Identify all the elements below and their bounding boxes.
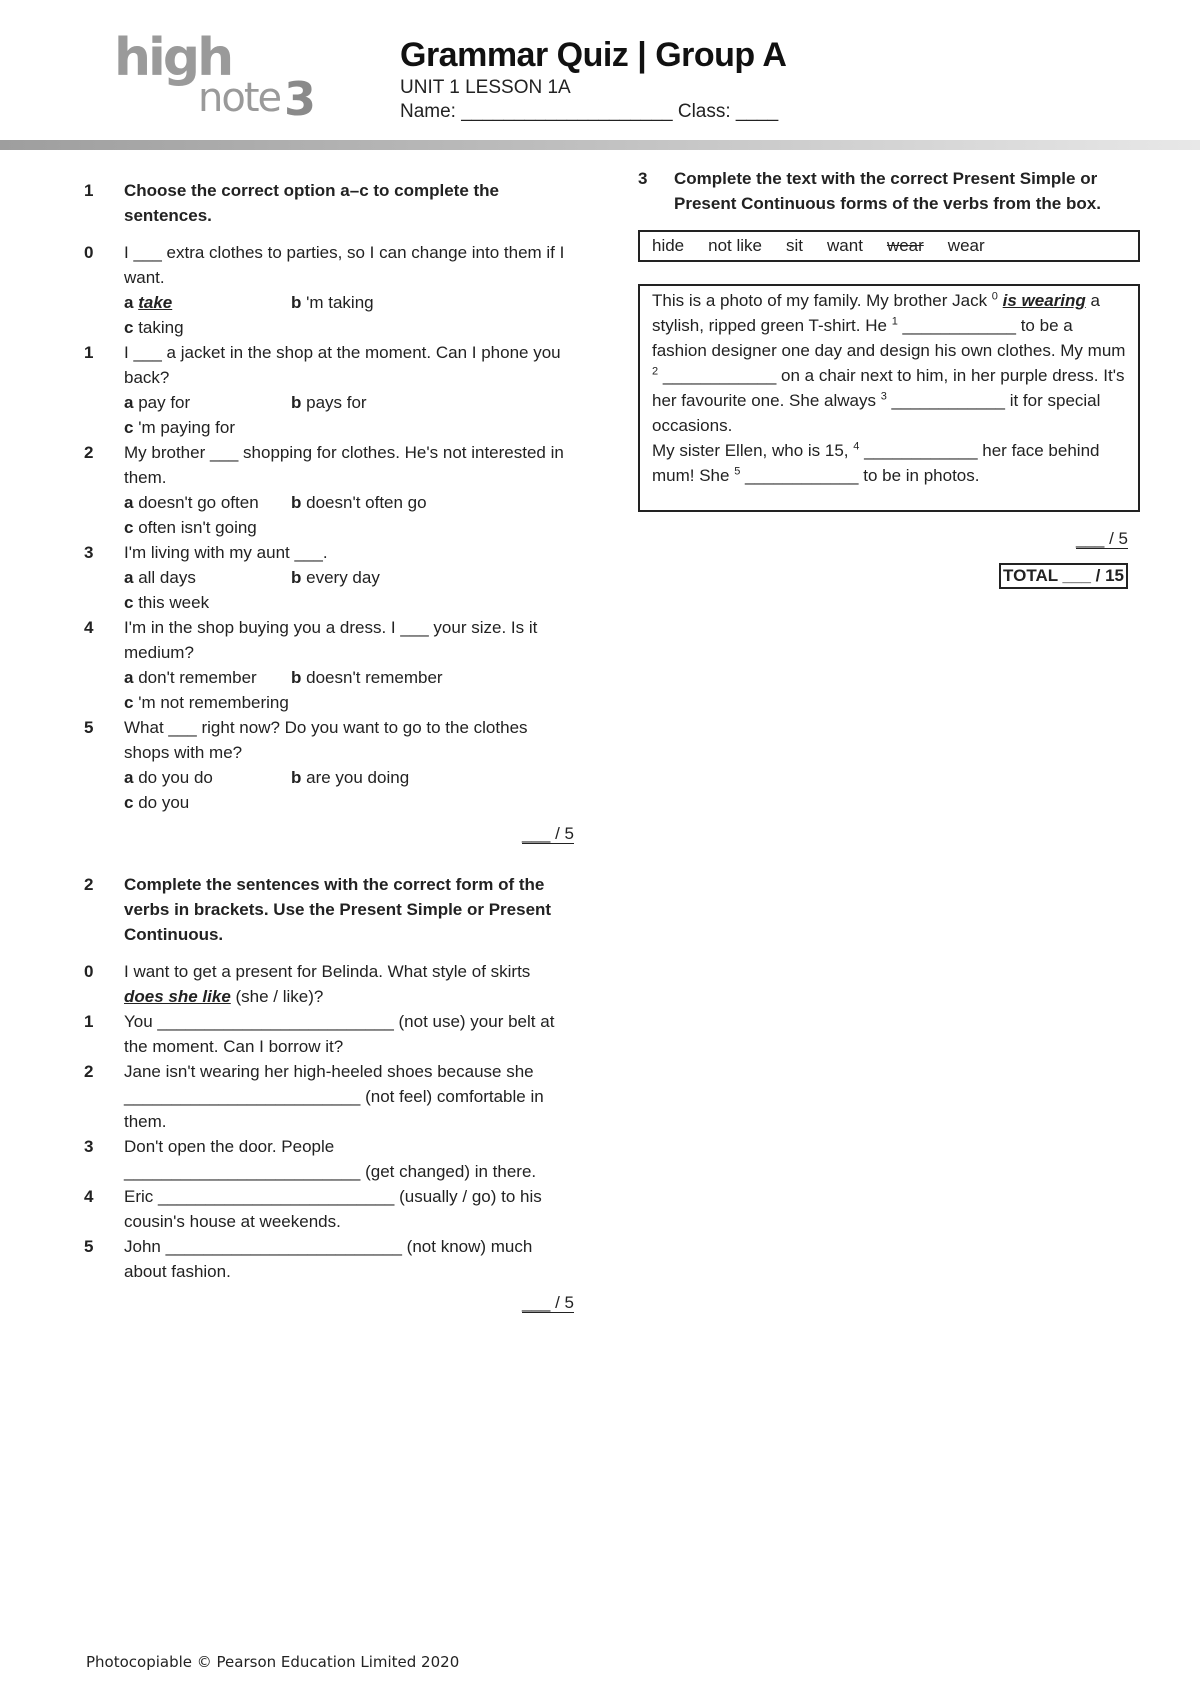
word-box-item: hide xyxy=(652,236,685,255)
question-item xyxy=(84,1234,574,1284)
unit-lesson: UNIT 1 LESSON 1A xyxy=(400,77,571,98)
exercise-1-heading xyxy=(84,178,574,228)
option-b: b 'm taking xyxy=(291,293,374,312)
question-item xyxy=(84,240,574,340)
total-score-wrap xyxy=(638,563,1140,589)
question-number: 1 xyxy=(84,1012,94,1031)
right-column xyxy=(638,166,1140,589)
page-title: Grammar Quiz | Group A xyxy=(400,36,787,74)
word-box-item: want xyxy=(827,236,863,255)
exercise-2-score: ___ / 5 xyxy=(522,1293,574,1312)
question-number: 4 xyxy=(84,1187,94,1206)
question-item xyxy=(84,440,574,540)
question-text: John _________________________ (not know) much about fashion. xyxy=(124,1237,533,1281)
option-c: c taking xyxy=(124,318,184,337)
example-answer: is wearing xyxy=(1002,291,1086,310)
question-item xyxy=(84,959,574,1009)
option-a: a all days xyxy=(124,568,196,587)
exercise-number: 1 xyxy=(84,181,94,200)
option-c: c 'm not remembering xyxy=(124,693,289,712)
exercise-3-heading xyxy=(638,166,1140,216)
word-box-item: wear xyxy=(947,236,985,255)
option-a: a pay for xyxy=(124,393,191,412)
example-answer: take xyxy=(138,293,173,312)
question-text: What ___ right now? Do you want to go to the clothes shops with me? xyxy=(124,718,528,762)
gap-fill-text: This is a photo of my family. My brother Jack $^0$ is wearing a stylish, ripped green T-shirt. He $^1$ ____________ to be a fashion designer one day and design his own clothes. My mum $^2$ ____________ on a chair next to him, in her purple dress. It's her favourite one. She always $^3$ ____________ it for special occasions. My sister Ellen, who is 15, $^4$ ____________ her face behind mum! She $^5$ ____________ to be in photos. xyxy=(638,284,1140,512)
question-number: 4 xyxy=(84,618,94,637)
option-c: c often isn't going xyxy=(124,518,257,537)
highnote-logo xyxy=(114,28,324,130)
exercise-3-score: ___ / 5 xyxy=(1076,529,1128,548)
question-text: I'm in the shop buying you a dress. I ___ your size. Is it medium? xyxy=(124,618,538,662)
question-item xyxy=(84,1184,574,1234)
word-box xyxy=(638,230,1140,262)
question-item xyxy=(84,1134,574,1184)
exercise-number: 3 xyxy=(638,169,648,188)
header-divider xyxy=(0,140,1200,150)
question-text: I ___ a jacket in the shop at the moment. Can I phone you back? xyxy=(124,343,561,387)
option-a: a don't remember xyxy=(124,668,257,687)
exercise-instruction: Complete the text with the correct Present Simple or Present Continuous forms of the verbs from the box. xyxy=(674,169,1101,213)
question-item xyxy=(84,540,574,615)
question-number: 3 xyxy=(84,1137,94,1156)
word-box-item-used: wear xyxy=(886,236,924,255)
logo-word-note: note xyxy=(198,75,281,121)
option-b: b every day xyxy=(291,568,380,587)
question-item xyxy=(84,1059,574,1134)
exercise-1-score: ___ / 5 xyxy=(522,824,574,843)
question-text: I want to get a present for Belinda. What style of skirts does she like (she / like)? xyxy=(124,962,531,1006)
logo-word-high: high xyxy=(114,28,232,88)
option-b: b doesn't often go xyxy=(291,493,427,512)
question-number: 5 xyxy=(84,718,94,737)
option-c: c 'm paying for xyxy=(124,418,235,437)
question-item xyxy=(84,340,574,440)
question-text: I ___ extra clothes to parties, so I can change into them if I want. xyxy=(124,243,565,287)
name-class-line: Name: ____________________ Class: ____ xyxy=(400,101,779,122)
option-b: b pays for xyxy=(291,393,367,412)
option-b: b are you doing xyxy=(291,768,410,787)
word-box-item: not like xyxy=(708,236,763,255)
question-item xyxy=(84,615,574,715)
question-text: Don't open the door. People _________________________ (get changed) in there. xyxy=(124,1137,537,1181)
question-item xyxy=(84,715,574,815)
question-number: 2 xyxy=(84,1062,94,1081)
question-item xyxy=(84,1009,574,1059)
option-a: a do you do xyxy=(124,768,213,787)
question-text: My brother ___ shopping for clothes. He's not interested in them. xyxy=(124,443,564,487)
option-c: c this week xyxy=(124,593,210,612)
option-a: a doesn't go often xyxy=(124,493,259,512)
question-number: 2 xyxy=(84,443,94,462)
question-number: 0 xyxy=(84,243,94,262)
header xyxy=(400,36,786,123)
option-c: c do you xyxy=(124,793,190,812)
question-number: 0 xyxy=(84,962,94,981)
total-score: TOTAL ___ / 15 xyxy=(999,563,1128,589)
example-answer: does she like xyxy=(124,987,231,1006)
exercise-number: 2 xyxy=(84,875,94,894)
word-box-item: sit xyxy=(786,236,804,255)
question-number: 5 xyxy=(84,1237,94,1256)
question-number: 1 xyxy=(84,343,94,362)
exercise-2-heading xyxy=(84,872,574,947)
question-text: Jane isn't wearing her high-heeled shoes because she _________________________ (not feel) comfortable in them. xyxy=(124,1062,544,1131)
exercise-instruction: Complete the sentences with the correct form of the verbs in brackets. Use the Present Simple or Present Continuous. xyxy=(124,875,552,944)
copyright-footer: Photocopiable © Pearson Education Limited 2020 xyxy=(86,1653,460,1671)
exercise-instruction: Choose the correct option a–c to complete the sentences. xyxy=(124,181,500,225)
question-text: You _________________________ (not use) your belt at the moment. Can I borrow it? xyxy=(124,1012,555,1056)
option-b: b doesn't remember xyxy=(291,668,443,687)
question-text: Eric _________________________ (usually / go) to his cousin's house at weekends. xyxy=(124,1187,542,1231)
question-number: 3 xyxy=(84,543,94,562)
logo-number: 3 xyxy=(284,72,317,126)
option-a: a take xyxy=(124,293,173,312)
question-text: I'm living with my aunt ___. xyxy=(124,543,328,562)
left-column xyxy=(84,178,574,1315)
